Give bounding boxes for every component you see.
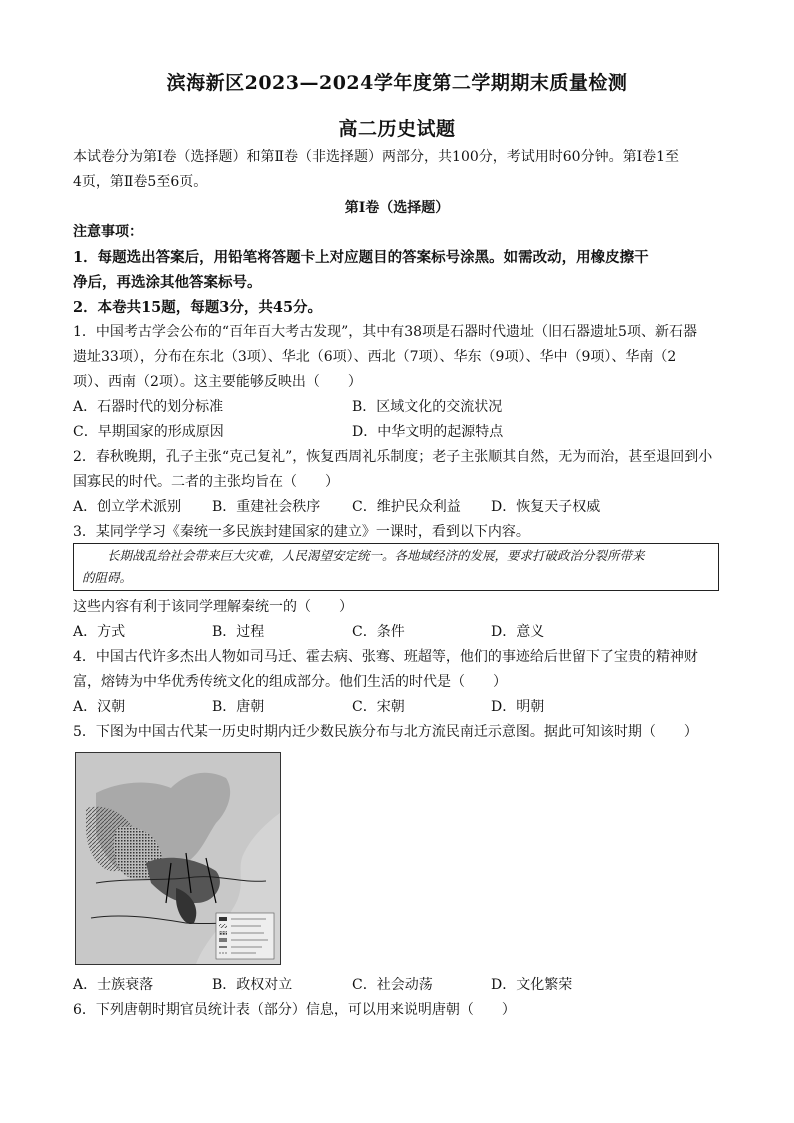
q5-option-c[interactable]: C．社会动荡 <box>352 977 433 993</box>
q2-line-1: 2．春秋晚期，孔子主张“克己复礼”，恢复西周礼乐制度；老子主张顺其自然，无为而治，甚至退回到小 <box>73 449 713 465</box>
q5-option-a[interactable]: A．士族衰落 <box>73 977 154 993</box>
q5-option-b[interactable]: B．政权对立 <box>212 977 293 993</box>
q3-option-a[interactable]: A．方式 <box>73 624 126 640</box>
migration-map-image <box>75 752 281 965</box>
q4-option-d[interactable]: D．明朝 <box>491 699 545 715</box>
q1-option-d[interactable]: D．中华文明的起源特点 <box>352 424 504 440</box>
q2-option-d[interactable]: D．恢复天子权威 <box>491 499 601 515</box>
note-1-line-2: 净后，再选涂其他答案标号。 <box>73 274 262 291</box>
q1-line-2: 遗址33项），分布在东北（3项）、华北（6项）、西北（7项）、华东（9项）、华中（9项）、华南（2 <box>73 349 677 365</box>
q2-option-a[interactable]: A．创立学术派别 <box>73 499 182 515</box>
note-1-line-1: 1．每题选出答案后，用铅笔将答题卡上对应题目的答案标号涂黑。如需改动，用橡皮擦干 <box>73 249 649 266</box>
q1-option-a[interactable]: A．石器时代的划分标准 <box>73 399 224 415</box>
q5-option-d[interactable]: D．文化繁荣 <box>491 977 573 993</box>
q3-quote-line-1: 长期战乱给社会带来巨大灾难，人民渴望安定统一。各地域经济的发展，要求打破政治分裂所带来 <box>107 548 645 563</box>
q3-quote-line-2: 的阻碍。 <box>82 570 133 585</box>
q4-line-1: 4．中国古代许多杰出人物如司马迁、霍去病、张骞、班超等，他们的事迹给后世留下了宝贵的精神财 <box>73 649 698 665</box>
note-2: 2．本卷共15题，每题3分，共45分。 <box>73 299 323 316</box>
q2-option-b[interactable]: B．重建社会秩序 <box>212 499 321 515</box>
q1-option-c[interactable]: C．早期国家的形成原因 <box>73 424 224 440</box>
q2-option-c[interactable]: C．维护民众利益 <box>352 499 461 515</box>
q3-quote-box <box>73 543 719 591</box>
exam-title: 滨海新区2023—2024学年度第二学期期末质量检测 <box>166 72 628 94</box>
q3-option-b[interactable]: B．过程 <box>212 624 265 640</box>
intro-line-1: 本试卷分为第Ⅰ卷（选择题）和第Ⅱ卷（非选择题）两部分，共100分，考试用时60分钟。第Ⅰ卷1至 <box>73 149 680 165</box>
q4-option-a[interactable]: A．汉朝 <box>73 699 126 715</box>
section-title: 第Ⅰ卷（选择题） <box>344 200 450 216</box>
q1-line-1: 1．中国考古学会公布的“百年百大考古发现”，其中有38项是石器时代遗址（旧石器遗址5项、新石器 <box>73 324 697 340</box>
q4-option-c[interactable]: C．宋朝 <box>352 699 405 715</box>
q4-line-2: 富，熔铸为中华优秀传统文化的组成部分。他们生活的时代是（ ） <box>73 674 507 690</box>
q5-line-1: 5．下图为中国古代某一历史时期内迁少数民族分布与北方流民南迁示意图。据此可知该时期（ ） <box>73 724 698 740</box>
intro-line-2: 4页，第Ⅱ卷5至6页。 <box>73 174 208 190</box>
q6-line-1: 6．下列唐朝时期官员统计表（部分）信息，可以用来说明唐朝（ ） <box>73 1002 516 1018</box>
q1-line-3: 项）、西南（2项）。这主要能够反映出（ ） <box>73 374 362 390</box>
notes-title: 注意事项： <box>73 224 143 240</box>
map-illustration <box>76 753 280 964</box>
q3-option-c[interactable]: C．条件 <box>352 624 405 640</box>
exam-subtitle: 高二历史试题 <box>338 118 456 140</box>
q3-after: 这些内容有利于该同学理解秦统一的（ ） <box>73 599 353 615</box>
q1-option-b[interactable]: B．区域文化的交流状况 <box>352 399 503 415</box>
q3-line-1: 3．某同学学习《秦统一多民族封建国家的建立》一课时，看到以下内容。 <box>73 524 530 540</box>
q3-option-d[interactable]: D．意义 <box>491 624 545 640</box>
q4-option-b[interactable]: B．唐朝 <box>212 699 265 715</box>
q2-line-2: 国寡民的时代。二者的主张均旨在（ ） <box>73 474 339 490</box>
